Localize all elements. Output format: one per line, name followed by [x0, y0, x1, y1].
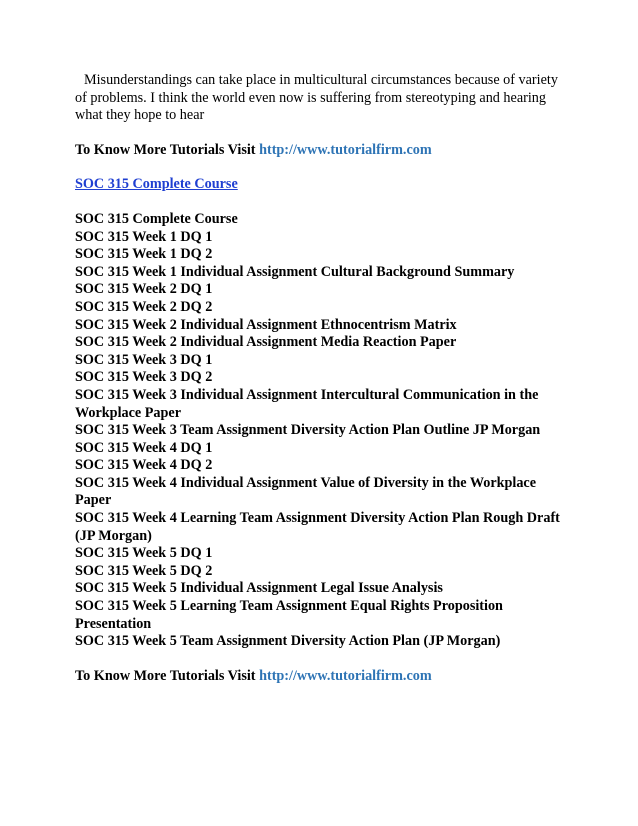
tutorials-callout-label: To Know More Tutorials Visit — [75, 141, 260, 158]
course-list-item: SOC 315 Week 3 Individual Assignment Intercultural Communication in the Workplace Paper — [75, 386, 539, 421]
tutorialfirm-link-bottom[interactable]: http://www.tutorialfirm.com — [259, 667, 432, 684]
course-list-item: SOC 315 Week 2 Individual Assignment Media Reaction Paper — [75, 334, 457, 351]
course-list-item: SOC 315 Week 2 DQ 1 — [75, 281, 213, 298]
tutorials-callout-bottom — [75, 668, 565, 686]
intro-paragraph: Misunderstandings can take place in multicultural circumstances because of variety of problems. I think the world even now is suffering from stereotyping and hearing what they hope to hear — [75, 72, 558, 124]
course-list-item: SOC 315 Week 3 Team Assignment Diversity Action Plan Outline JP Morgan — [75, 422, 541, 439]
course-list-item: SOC 315 Week 2 Individual Assignment Ethnocentrism Matrix — [75, 316, 457, 333]
course-list-item: SOC 315 Week 1 Individual Assignment Cultural Background Summary — [75, 263, 515, 280]
course-list-item: SOC 315 Week 1 DQ 1 — [75, 228, 213, 245]
course-list-item: SOC 315 Week 3 DQ 2 — [75, 369, 213, 386]
document-body — [75, 72, 565, 685]
course-list-item: SOC 315 Week 4 Learning Team Assignment Diversity Action Plan Rough Draft (JP Morgan) — [75, 510, 560, 544]
course-list-item: SOC 315 Week 3 DQ 1 — [75, 351, 213, 368]
course-list-item: SOC 315 Complete Course — [75, 210, 238, 227]
complete-course-link[interactable]: SOC 315 Complete Course — [75, 176, 238, 193]
course-list-item: SOC 315 Week 4 DQ 1 — [75, 439, 213, 456]
tutorials-callout-top — [75, 142, 565, 160]
course-list-item: SOC 315 Week 5 DQ 1 — [75, 545, 213, 562]
course-list-item: SOC 315 Week 5 Learning Team Assignment Equal Rights Proposition Presentation — [75, 598, 503, 632]
course-list-item: SOC 315 Week 1 DQ 2 — [75, 246, 213, 263]
tutorials-callout-label: To Know More Tutorials Visit — [75, 667, 260, 684]
tutorialfirm-link-top[interactable]: http://www.tutorialfirm.com — [259, 141, 432, 158]
course-list-item: SOC 315 Week 5 DQ 2 — [75, 562, 213, 579]
course-list-item: SOC 315 Week 4 DQ 2 — [75, 457, 213, 474]
course-list-item: SOC 315 Week 4 Individual Assignment Value of Diversity in the Workplace Paper — [75, 474, 537, 509]
course-list — [75, 211, 565, 651]
course-list-item: SOC 315 Week 5 Individual Assignment Legal Issue Analysis — [75, 580, 443, 597]
course-list-item: SOC 315 Week 5 Team Assignment Diversity Action Plan (JP Morgan) — [75, 633, 501, 650]
course-list-item: SOC 315 Week 2 DQ 2 — [75, 298, 213, 315]
